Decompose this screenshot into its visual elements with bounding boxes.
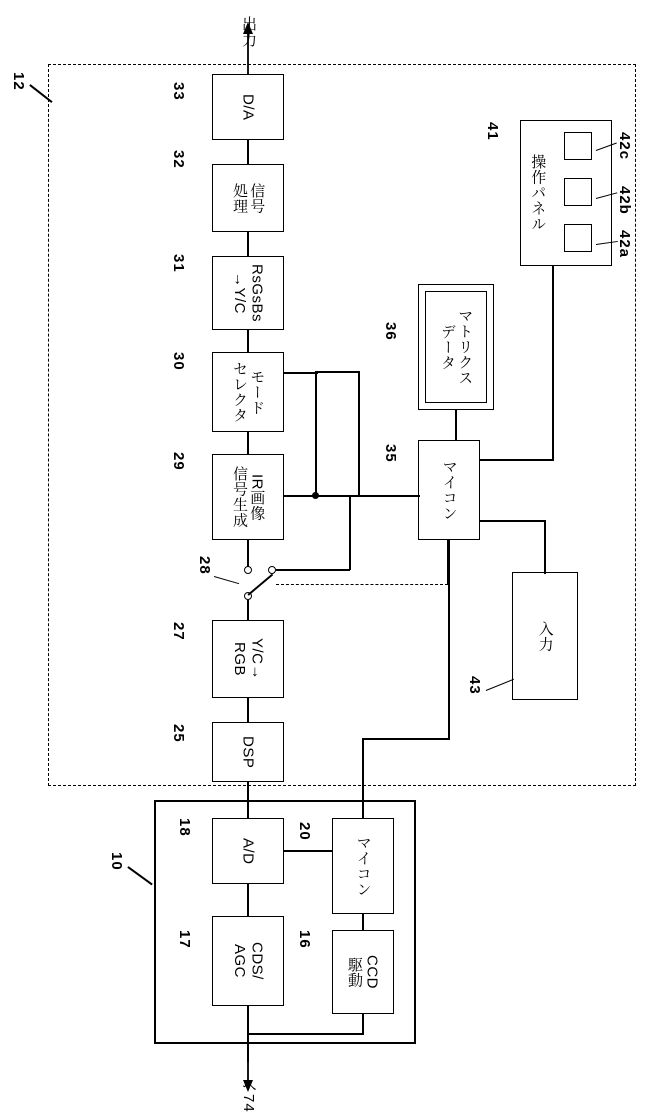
bus-18-17	[247, 884, 249, 916]
ref-42a: 42a	[616, 230, 633, 259]
wire-20-16	[362, 914, 364, 930]
output-label: 出力	[240, 16, 257, 48]
block-20-microcomputer	[332, 818, 394, 914]
block-17-label: CDS/ AGC	[231, 942, 266, 980]
ref-42c: 42c	[616, 132, 633, 161]
block-33-label: D/A	[239, 93, 257, 121]
wire-29-to-30	[315, 372, 317, 494]
switch-28-right-terminal	[268, 566, 276, 574]
ref-16: 16	[296, 930, 313, 949]
block-31-label: RsGsBs →Y/C	[231, 263, 266, 322]
block-30-label: モード セレクタ	[231, 361, 266, 423]
ref-32: 32	[170, 150, 187, 169]
wire-29-branch	[284, 495, 380, 497]
button-42a[interactable]	[564, 224, 592, 252]
block-27-yc-to-rgb	[212, 620, 284, 698]
ref-35: 35	[382, 444, 399, 463]
bus-31-30	[247, 330, 249, 352]
block-41-label: 操作パネル	[529, 154, 547, 232]
bus-25-18	[247, 782, 249, 818]
wire-41-to-35	[480, 459, 554, 461]
button-42b[interactable]	[564, 178, 592, 206]
wire-30-side-top	[315, 371, 360, 373]
bus-switch-27	[247, 600, 249, 620]
wire-16-bus-v	[362, 1014, 364, 1034]
block-36-matrix-data-outer	[418, 284, 494, 410]
block-27-label: Y/C→ RGB	[231, 637, 266, 680]
leader-10	[128, 866, 153, 885]
block-32-label: 信号 処理	[231, 182, 266, 214]
wire-28-right	[276, 569, 350, 571]
wire-35-left	[380, 495, 420, 497]
wire-43-up	[544, 520, 546, 574]
ref-10: 10	[108, 852, 125, 871]
unit-10-boundary-top	[154, 800, 416, 802]
wire-28-up	[349, 496, 351, 570]
ref-27: 27	[170, 622, 187, 641]
wire-30-side	[358, 372, 360, 496]
block-35-microcomputer	[418, 440, 480, 540]
block-43-input	[512, 572, 578, 700]
block-36-label: マトリクス データ	[439, 308, 474, 386]
block-32-signal-processing	[212, 164, 284, 232]
ref-30: 30	[170, 352, 187, 371]
block-35-label: マイコン	[440, 459, 458, 521]
wire-43-to-35	[480, 520, 546, 522]
bus-33-32	[247, 140, 249, 164]
bus-30-29	[247, 432, 249, 454]
ref-18: 18	[176, 818, 193, 837]
block-20-label: マイコン	[354, 835, 372, 897]
control-line-35-28-v	[447, 540, 448, 585]
block-25-dsp	[212, 722, 284, 782]
ref-41: 41	[484, 122, 501, 141]
wire-18-20	[284, 850, 332, 852]
switch-28-contact	[244, 566, 252, 574]
ref-28: 28	[196, 556, 213, 575]
wire-16-bus-h	[248, 1033, 364, 1035]
ref-17: 17	[176, 930, 193, 949]
input-label: へ74	[240, 1078, 257, 1113]
block-18-ad	[212, 818, 284, 884]
block-36-matrix-data-inner	[425, 291, 487, 403]
ref-12: 12	[10, 72, 27, 91]
block-33-da	[212, 74, 284, 140]
block-30-mode-selector	[212, 352, 284, 432]
block-31-rgb-to-yc	[212, 256, 284, 330]
ref-36: 36	[382, 322, 399, 341]
wire-to-30-right	[284, 372, 318, 374]
ref-25: 25	[170, 724, 187, 743]
button-42c[interactable]	[564, 132, 592, 160]
ref-43: 43	[466, 676, 483, 695]
wire-35-down	[448, 540, 450, 740]
unit-10-boundary-bottom	[154, 1042, 416, 1044]
ref-31: 31	[170, 254, 187, 273]
ref-20: 20	[296, 822, 313, 841]
wire-20-up	[362, 738, 364, 818]
block-16-label: CCD 駆動	[346, 955, 381, 989]
ref-29: 29	[170, 452, 187, 471]
ref-33: 33	[170, 82, 187, 101]
block-43-label: 入力	[536, 620, 554, 652]
bus-27-25	[247, 698, 249, 722]
block-17-cds-agc	[212, 916, 284, 1006]
wire-41-down	[552, 266, 554, 460]
unit-10-boundary-right	[414, 800, 416, 1044]
control-line-35-28	[276, 584, 448, 585]
bus-32-31	[247, 232, 249, 256]
unit-10-boundary-left	[154, 800, 156, 1044]
block-29-ir-image-gen	[212, 454, 284, 540]
wire-36-35	[455, 410, 457, 440]
wire-20-to-35-h	[362, 738, 450, 740]
block-29-label: IR画像 信号生成	[231, 466, 266, 528]
block-25-label: DSP	[239, 735, 257, 769]
ref-42b: 42b	[616, 186, 633, 215]
block-16-ccd-drive	[332, 930, 394, 1014]
block-18-label: A/D	[239, 837, 257, 865]
